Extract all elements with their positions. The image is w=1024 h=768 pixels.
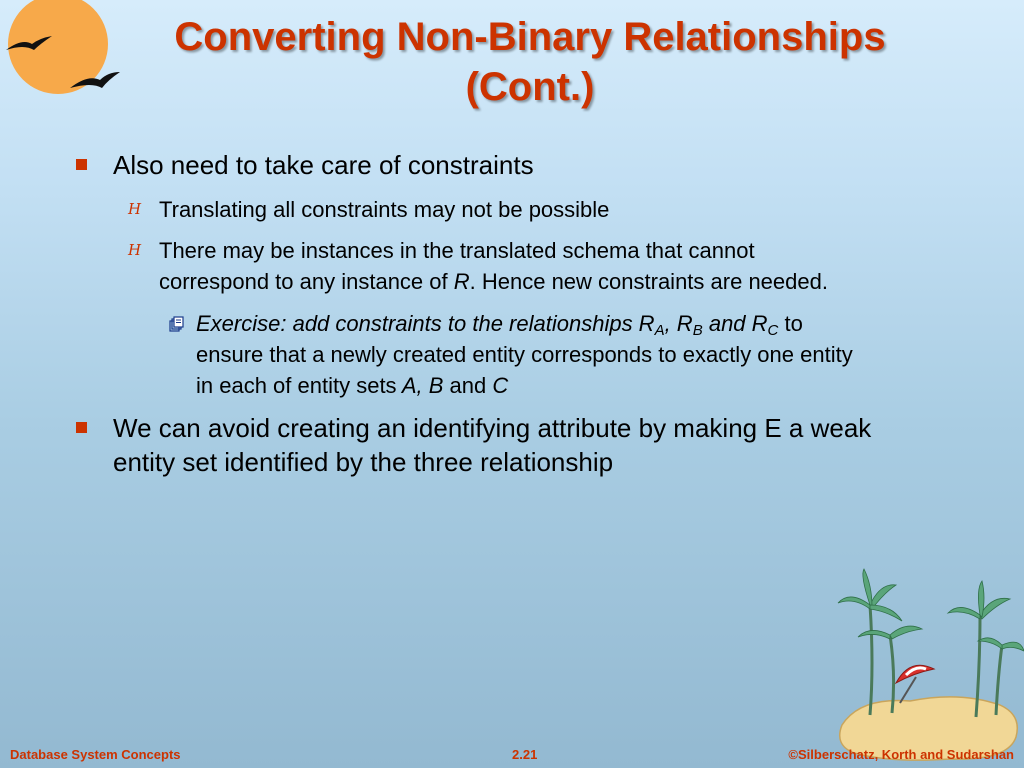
exercise-rb-prefix: , R bbox=[664, 311, 693, 336]
bullet-2 bbox=[113, 411, 973, 479]
entity-sets-ab: A, B bbox=[396, 373, 444, 398]
exercise-and: and bbox=[443, 373, 487, 398]
title-line-1: Converting Non-Binary Relationships bbox=[174, 15, 886, 59]
bullet-1 bbox=[113, 148, 973, 182]
exercise-rc-prefix: and R bbox=[702, 311, 768, 336]
bullet-2-line-1: We can avoid creating an identifying attribute by making E a weak bbox=[113, 413, 872, 443]
bullet-1-text: Also need to take care of constraints bbox=[113, 150, 534, 180]
subscript-a: A bbox=[654, 322, 665, 339]
subscript-b: B bbox=[692, 322, 703, 339]
subscript-c: C bbox=[767, 322, 779, 339]
footer-page-number: 2.21 bbox=[512, 747, 538, 762]
exercise-to: to bbox=[778, 311, 803, 336]
sub-bullet-2-line-1: There may be instances in the translated schema that cannot bbox=[159, 238, 755, 263]
relation-r: R bbox=[453, 269, 470, 294]
sun-icon bbox=[0, 0, 140, 110]
sub-bullet-2-line-2a: correspond to any instance of bbox=[159, 269, 448, 294]
sub-bullet-2 bbox=[128, 235, 979, 297]
footer-copyright: ©Silberschatz, Korth and Sudarshan bbox=[788, 747, 1014, 762]
sub-bullet-1-text: Translating all constraints may not be possible bbox=[159, 197, 610, 222]
island-icon bbox=[830, 565, 1024, 765]
square-bullet-icon bbox=[76, 159, 87, 170]
entity-set-c: C bbox=[486, 373, 509, 398]
slide-title bbox=[120, 12, 940, 112]
exercise-bullet bbox=[196, 308, 976, 401]
book-bullet-icon bbox=[169, 316, 185, 332]
h-bullet-icon: H bbox=[128, 241, 142, 259]
exercise-label: Exercise: add constraints to the relationships R bbox=[196, 311, 655, 336]
sub-bullet-1 bbox=[128, 194, 979, 225]
bullet-2-line-2: entity set identified by the three relationship bbox=[113, 447, 614, 477]
h-bullet-icon: H bbox=[128, 200, 142, 218]
exercise-line-3a: in each of entity sets bbox=[196, 373, 397, 398]
sub-bullet-2-line-2b: . Hence new constraints are needed. bbox=[469, 269, 828, 294]
exercise-line-2: ensure that a newly created entity corresponds to exactly one entity bbox=[196, 342, 853, 367]
title-line-2: (Cont.) bbox=[465, 65, 595, 109]
square-bullet-icon bbox=[76, 422, 87, 433]
footer-course: Database System Concepts bbox=[10, 747, 181, 762]
